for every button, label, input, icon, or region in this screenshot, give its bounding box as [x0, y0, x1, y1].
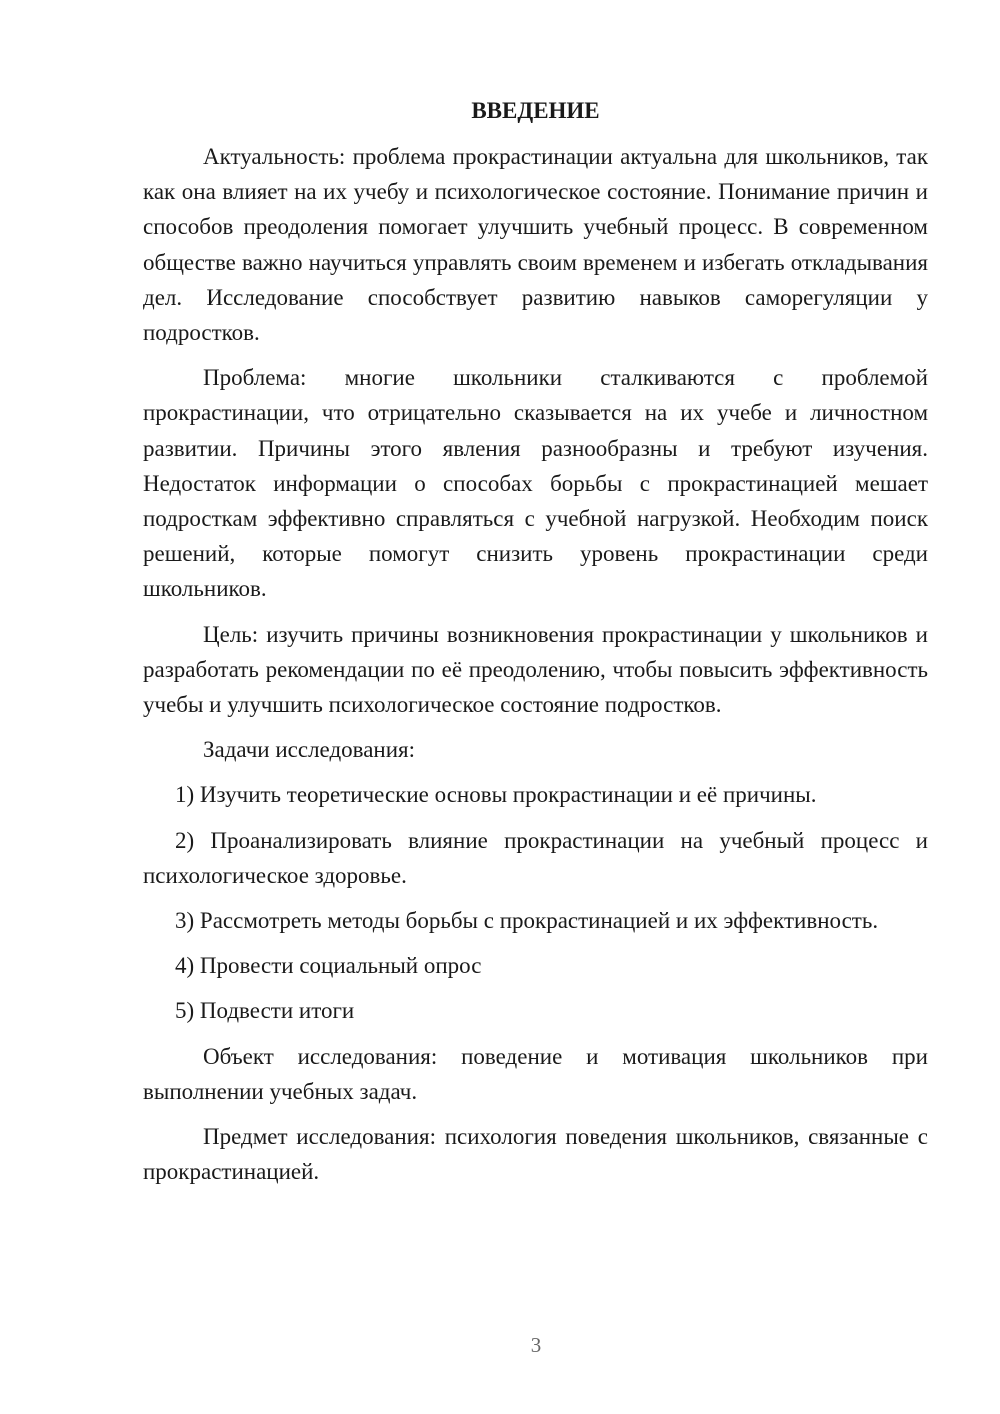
task-item-1: 1) Изучить теоретические основы прокрастинации и её причины. — [175, 782, 817, 808]
problem-paragraph: Проблема: многие школьники сталкиваются с проблемой прокрастинации, что отрицательно сказывается на их учебе и личностном развитии. Причины этого явления разнообразны и требуют изучения. Недостаток информации о способах борьбы с прокрастинацией мешает подросткам эффективно справляться с учебной нагрузкой. Необходим поиск решений, которые помогут снизить уровень прокрастинации среди школьников. — [143, 365, 928, 602]
relevance-paragraph: Актуальность: проблема прокрастинации актуальна для школьников, так как она влияет на их учебу и психологическое состояние. Понимание причин и способов преодоления помогает улучшить учебный процесс. В современном обществе важно научиться управлять своим временем и избегать откладывания дел. Исследование способствует развитию навыков саморегуляции у подростков. — [143, 144, 928, 346]
task-item-4: 4) Провести социальный опрос — [175, 953, 482, 979]
tasks-heading: Задачи исследования: — [203, 737, 416, 763]
page-number: 3 — [530, 1333, 542, 1357]
section-title: ВВЕДЕНИЕ — [471, 98, 600, 123]
object-paragraph: Объект исследования: поведение и мотивация школьников при выполнении учебных задач. — [143, 1043, 928, 1104]
task-item-5: 5) Подвести итоги — [175, 998, 355, 1024]
goal-paragraph: Цель: изучить причины возникновения прокрастинации у школьников и разработать рекомендации по её преодолению, чтобы повысить эффективность учебы и улучшить психологическое состояние подростков. — [143, 621, 928, 718]
task-item-2: 2) Проанализировать влияние прокрастинации на учебный процесс и психологическое здоровье. — [143, 827, 928, 888]
page-content — [143, 95, 928, 1199]
task-item-3: 3) Рассмотреть методы борьбы с прокрастинацией и их эффективность. — [175, 908, 879, 934]
subject-paragraph: Предмет исследования: психология поведения школьников, связанные с прокрастинацией. — [143, 1124, 928, 1185]
